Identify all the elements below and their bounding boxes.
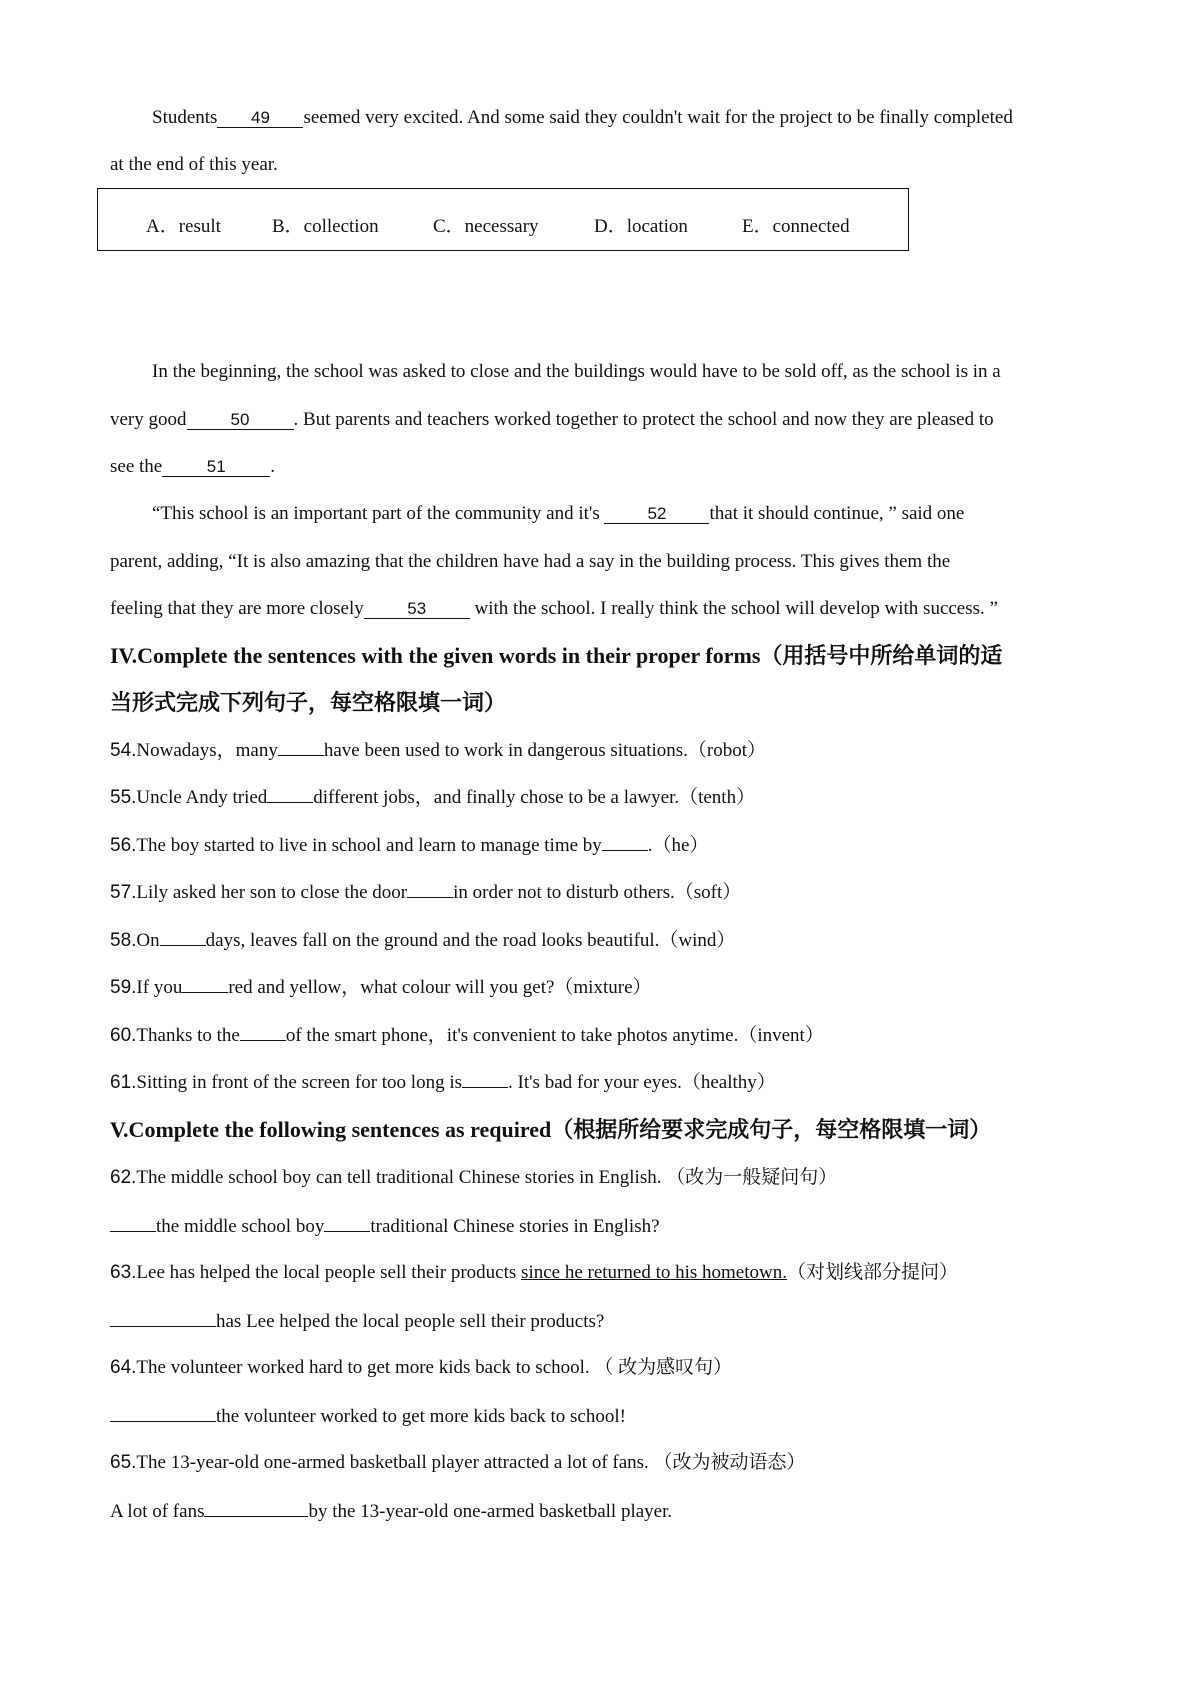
text: “This school is an important part of the community and it's — [152, 503, 605, 524]
text: . — [270, 456, 275, 477]
answer-blank[interactable] — [240, 1025, 286, 1041]
question-62 — [110, 1168, 837, 1187]
question-59 — [110, 977, 652, 997]
question-63 — [110, 1263, 958, 1282]
text: . But parents and teachers worked together to protect the school and now they are pleased to — [293, 409, 994, 430]
answer-65 — [110, 1501, 672, 1521]
text: traditional Chinese stories in English? — [370, 1216, 660, 1237]
question-text: Lily asked her son to close the door — [136, 882, 408, 903]
answer-blank[interactable] — [407, 882, 453, 898]
question-text: The volunteer worked hard to get more kids back to school. （ 改为感叹句） — [136, 1357, 733, 1378]
blank-49: 49 — [217, 109, 303, 128]
question-number: 56. — [110, 835, 137, 856]
text: Students — [152, 107, 218, 128]
text: has Lee helped the local people sell their products? — [216, 1311, 605, 1332]
question-text: Sitting in front of the screen for too long is — [136, 1072, 463, 1093]
question-number: 63. — [110, 1262, 137, 1283]
question-number: 55. — [110, 787, 137, 808]
answer-blank[interactable] — [110, 1406, 216, 1422]
question-text: On — [136, 930, 160, 951]
option-a: A．result — [146, 216, 221, 237]
question-text: Thanks to the — [136, 1025, 240, 1046]
question-64 — [110, 1358, 732, 1377]
question-text: The 13-year-old one-armed basketball player attracted a lot of fans. （改为被动语态） — [136, 1452, 806, 1473]
question-text: .（he） — [647, 835, 709, 856]
option-d: D．location — [594, 216, 688, 237]
option-c: C．necessary — [433, 216, 539, 237]
question-57 — [110, 882, 741, 902]
text: the volunteer worked to get more kids back to school! — [216, 1406, 626, 1427]
text: see the — [110, 456, 163, 477]
question-58 — [110, 930, 735, 950]
blank-50: 50 — [187, 411, 294, 430]
question-text: . It's bad for your eyes.（healthy） — [508, 1072, 776, 1093]
text: very good — [110, 409, 187, 430]
answer-blank[interactable] — [462, 1072, 508, 1088]
passage-line-50 — [110, 410, 994, 430]
blank-52: 52 — [604, 505, 709, 524]
text: with the school. I really think the school will develop with success. ” — [469, 598, 998, 619]
section-4-heading: IV.Complete the sentences with the given words in their proper forms（用括号中所给单词的适 — [110, 643, 1003, 668]
question-text: Uncle Andy tried — [136, 787, 268, 808]
question-61 — [110, 1072, 776, 1092]
text: A lot of fans — [110, 1501, 205, 1522]
blank-51: 51 — [162, 458, 270, 477]
blank-53: 53 — [364, 600, 470, 619]
text: the middle school boy — [156, 1216, 325, 1237]
question-65 — [110, 1453, 806, 1472]
passage-line-51 — [110, 457, 275, 477]
text: by the 13-year-old one-armed basketball player. — [308, 1501, 673, 1522]
answer-blank[interactable] — [110, 1311, 216, 1327]
answer-64 — [110, 1406, 626, 1426]
text: feeling that they are more closely — [110, 598, 364, 619]
answer-blank[interactable] — [267, 787, 313, 803]
question-text: different jobs，and finally chose to be a lawyer.（tenth） — [313, 787, 756, 808]
passage-line-49 — [152, 108, 1013, 128]
question-text: days, leaves fall on the ground and the road looks beautiful.（wind） — [205, 930, 736, 951]
answer-blank[interactable] — [278, 740, 324, 756]
question-text: The boy started to live in school and learn to manage time by — [136, 835, 602, 856]
question-55 — [110, 787, 755, 807]
question-text: The middle school boy can tell traditional Chinese stories in English. （改为一般疑问句） — [136, 1167, 838, 1188]
answer-blank[interactable] — [204, 1501, 308, 1517]
answer-blank[interactable] — [160, 930, 206, 946]
question-60 — [110, 1025, 824, 1045]
passage-line-53 — [110, 599, 998, 619]
question-number: 65. — [110, 1452, 137, 1473]
passage-line: In the beginning, the school was asked to close and the buildings would have to be sold off, as the school is in a — [152, 361, 1001, 382]
answer-blank[interactable] — [602, 835, 648, 851]
question-text: red and yellow，what colour will you get?（mixture） — [228, 977, 652, 998]
answer-blank[interactable] — [324, 1216, 370, 1232]
question-number: 58. — [110, 930, 137, 951]
question-text: Nowadays，many — [136, 740, 278, 761]
question-text: in order not to disturb others.（soft） — [453, 882, 742, 903]
answer-blank[interactable] — [110, 1216, 156, 1232]
question-text: If you — [136, 977, 183, 998]
answer-63 — [110, 1311, 604, 1331]
question-54 — [110, 740, 766, 760]
word-options-box — [97, 188, 909, 251]
passage-line-49-cont: at the end of this year. — [110, 154, 278, 175]
question-number: 64. — [110, 1357, 137, 1378]
passage-line-52 — [152, 504, 964, 524]
question-number: 62. — [110, 1167, 137, 1188]
passage-line: parent, adding, “It is also amazing that the children have had a say in the building process. This gives them the — [110, 551, 951, 572]
section-4-heading-cont: 当形式完成下列句子，每空格限填一词） — [110, 690, 507, 715]
text: that it should continue, ” said one — [709, 503, 965, 524]
question-number: 57. — [110, 882, 137, 903]
question-number: 61. — [110, 1072, 137, 1093]
answer-blank[interactable] — [182, 977, 228, 993]
underlined-phrase: since he returned to his hometown. — [521, 1262, 787, 1283]
instruction: （对划线部分提问） — [786, 1262, 958, 1283]
option-e: E．connected — [742, 216, 850, 237]
question-number: 54. — [110, 740, 137, 761]
section-5-heading: V.Complete the following sentences as required（根据所给要求完成句子，每空格限填一词） — [110, 1117, 992, 1142]
option-b: B．collection — [272, 216, 379, 237]
question-text: have been used to work in dangerous situations.（robot） — [323, 740, 767, 761]
question-number: 59. — [110, 977, 137, 998]
question-number: 60. — [110, 1025, 137, 1046]
question-text: of the smart phone，it's convenient to take photos anytime.（invent） — [285, 1025, 824, 1046]
text: seemed very excited. And some said they couldn't wait for the project to be finally completed — [303, 107, 1013, 128]
question-text: Lee has helped the local people sell their products — [136, 1262, 522, 1283]
answer-62 — [110, 1216, 660, 1236]
question-56 — [110, 835, 708, 855]
